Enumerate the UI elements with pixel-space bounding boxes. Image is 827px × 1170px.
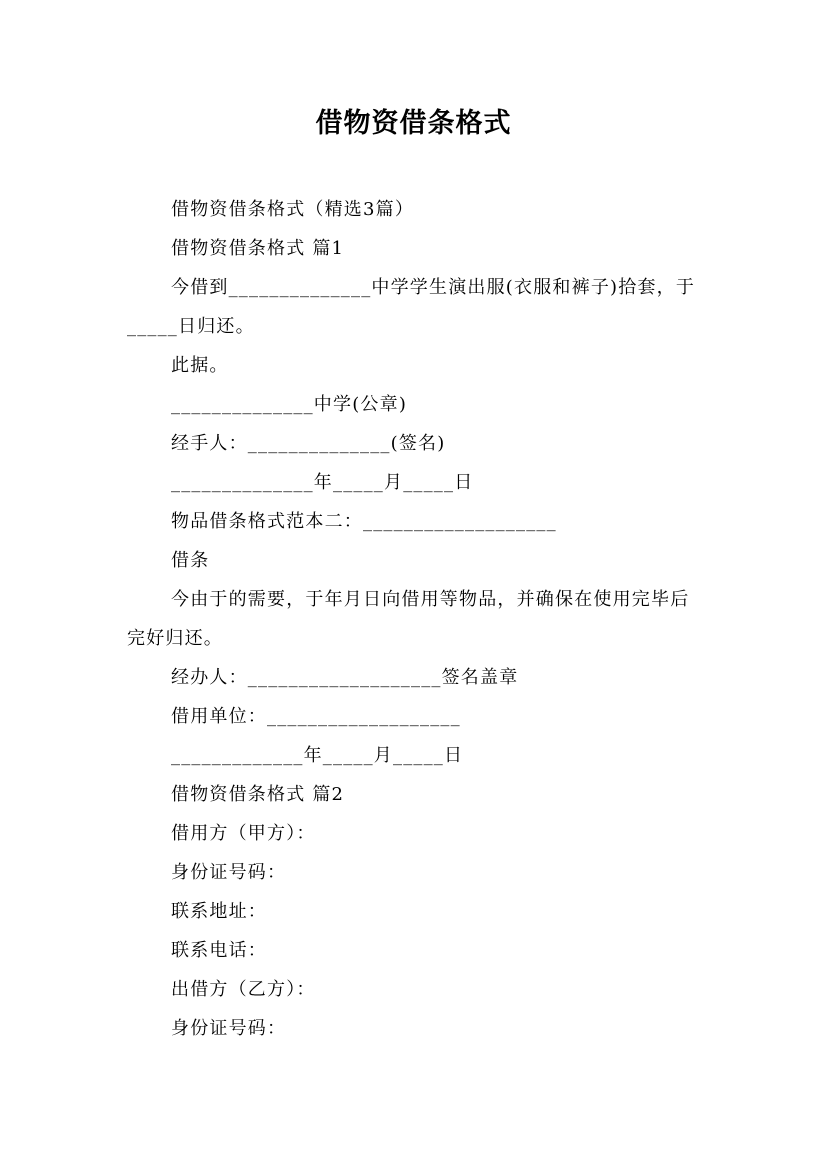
paragraph-heading-1: 借物资借条格式 篇1 (171, 238, 345, 259)
document-title: 借物资借条格式 (315, 108, 512, 139)
paragraph-lender-party: 出借方（乙方）： (171, 979, 316, 1000)
paragraph-borrowing-unit: 借用单位：___________________ (171, 706, 461, 727)
paragraph-lender-id: 身份证号码： (171, 1018, 287, 1039)
paragraph-date-2: _____________年_____月_____日 (171, 745, 464, 766)
paragraph-handler-signature: 经手人：______________(签名) (171, 433, 446, 454)
paragraph-borrow-statement: 今借到______________中学学生演出服(衣服和裤子)拾套，于_____日归还。 (127, 277, 696, 337)
document-body (127, 190, 707, 1048)
paragraph-proof: 此据。 (171, 355, 229, 376)
paragraph-contact-phone: 联系电话： (171, 940, 267, 961)
paragraph-school-seal: ______________中学(公章) (171, 394, 408, 415)
paragraph-borrow-reason: 今由于的需要，于年月日向借用等物品，并确保在使用完毕后完好归还。 (127, 589, 690, 649)
paragraph-borrower-party: 借用方（甲方）： (171, 823, 316, 844)
paragraph-heading-2: 借物资借条格式 篇2 (171, 784, 345, 805)
paragraph-iou-label: 借条 (171, 550, 210, 571)
paragraph-borrower-id: 身份证号码： (171, 862, 287, 883)
paragraph-date-1: ______________年_____月_____日 (171, 472, 474, 493)
paragraph-template-2-heading: 物品借条格式范本二：___________________ (171, 511, 557, 532)
paragraph-agent-signature: 经办人：___________________签名盖章 (171, 667, 519, 688)
paragraph-subtitle: 借物资借条格式（精选3篇） (171, 199, 415, 220)
paragraph-contact-address: 联系地址： (171, 901, 267, 922)
